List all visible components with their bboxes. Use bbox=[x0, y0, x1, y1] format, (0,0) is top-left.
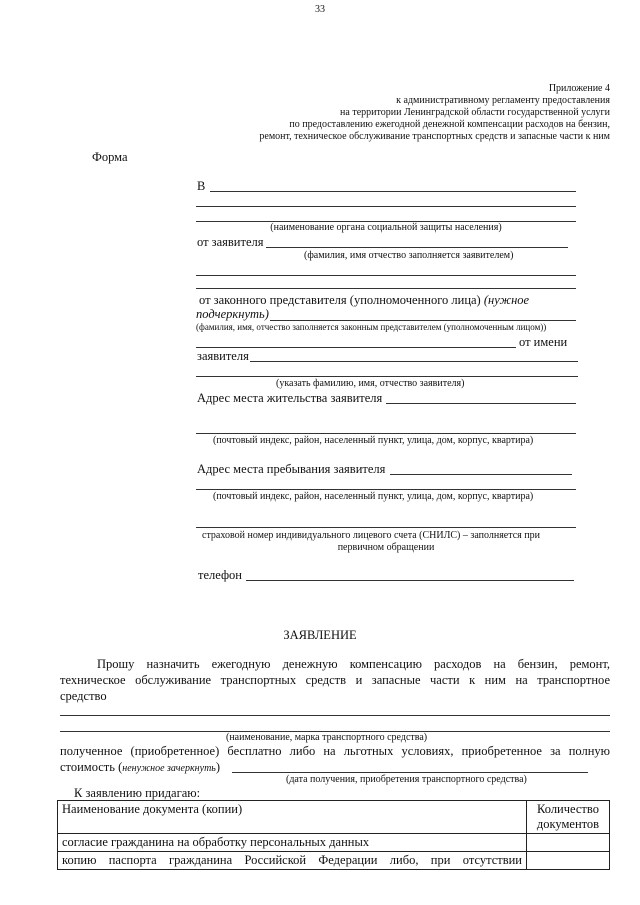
statement-para-line-2: техническое обслуживание транспортных средств и запасные части к ним на транспортное bbox=[60, 673, 610, 687]
representative-caption: (фамилия, имя, отчество заполняется законным представителем (уполномоченным лицом)) bbox=[196, 322, 547, 332]
attachments-table bbox=[57, 800, 610, 870]
table-cell-document: копию паспорта гражданина Российской Федерации либо, при отсутствии bbox=[58, 852, 527, 870]
stay-field-2[interactable] bbox=[196, 489, 576, 490]
col-header-quantity bbox=[527, 801, 610, 834]
date-caption: (дата получения, приобретения транспортного средства) bbox=[286, 774, 527, 785]
residence-label: Адрес места жительства заявителя bbox=[197, 391, 383, 405]
representative-note-2: подчеркнуть) bbox=[196, 307, 269, 321]
applicant-extra-field-2[interactable] bbox=[196, 288, 576, 289]
appendix-line-3: на территории Ленинградской области государственной услуги bbox=[340, 107, 610, 118]
stay-field[interactable] bbox=[390, 474, 572, 475]
residence-field[interactable] bbox=[386, 403, 576, 404]
table-header-row bbox=[58, 801, 610, 834]
vehicle-caption: (наименование, марка транспортного средства) bbox=[226, 732, 428, 743]
from-applicant-label: от заявителя bbox=[197, 235, 264, 249]
attached-label: К заявлению придагаю: bbox=[74, 786, 201, 800]
date-field[interactable] bbox=[232, 772, 588, 773]
to-prefix: В bbox=[197, 179, 206, 193]
table-cell-quantity[interactable] bbox=[527, 834, 610, 852]
obtained-line-2-b: ) bbox=[215, 760, 221, 774]
stay-label: Адрес места пребывания заявителя bbox=[197, 462, 386, 476]
applicant-fio-field[interactable] bbox=[250, 361, 578, 362]
snils-caption-2: первичном обращении bbox=[337, 542, 435, 553]
applicant-caption: (фамилия, имя отчество заполняется заявителем) bbox=[304, 250, 514, 261]
statement-para-line-3: средство bbox=[60, 689, 107, 703]
table-row bbox=[58, 852, 610, 870]
appendix-line-2: к административному регламенту предоставления bbox=[396, 95, 610, 106]
snils-caption-1: страховой номер индивидуального лицевого счета (СНИЛС) – заполняется при bbox=[202, 530, 540, 541]
col-header-quantity-1: Количество bbox=[537, 802, 599, 816]
authority-field-1[interactable] bbox=[210, 191, 576, 192]
applicant-name-field[interactable] bbox=[266, 247, 568, 248]
authority-field-2[interactable] bbox=[196, 206, 576, 207]
representative-label: от законного представителя (уполномоченного лица) bbox=[199, 293, 481, 307]
obtained-line-1: полученное (приобретенное) бесплатно либо на льготных условиях, приобретенное за полную bbox=[60, 744, 610, 758]
appendix-line-1: Приложение 4 bbox=[548, 83, 610, 94]
form-label: Форма bbox=[92, 150, 128, 164]
page-number: 33 bbox=[315, 4, 325, 15]
snils-field[interactable] bbox=[196, 527, 576, 528]
appendix-line-4: по предоставлению ежегодной денежной компенсации расходов на бензин, bbox=[289, 119, 610, 130]
obtained-line-2-a: стоимость ( bbox=[60, 760, 123, 774]
residence-field-2[interactable] bbox=[196, 433, 576, 434]
applicant-word: заявителя bbox=[197, 349, 249, 363]
table-cell-document: согласие гражданина на обработку персональных данных bbox=[58, 834, 527, 852]
applicant-name-caption: (указать фамилию, имя, отчество заявителя) bbox=[276, 378, 465, 389]
representative-name-field[interactable] bbox=[270, 320, 576, 321]
authority-caption: (наименование органа социальной защиты населения) bbox=[270, 222, 502, 233]
stay-caption: (почтовый индекс, район, населенный пункт, улица, дом, корпус, квартира) bbox=[213, 491, 534, 502]
on-behalf-field[interactable] bbox=[196, 347, 516, 348]
applicant-fio-field-2[interactable] bbox=[196, 376, 578, 377]
obtained-note: ненужное зачеркнуть bbox=[122, 763, 216, 774]
representative-note: (нужное bbox=[483, 293, 530, 307]
appendix-line-5: ремонт, техническое обслуживание транспортных средств и запасные части к ним bbox=[259, 131, 610, 142]
residence-caption: (почтовый индекс, район, населенный пункт, улица, дом, корпус, квартира) bbox=[213, 435, 534, 446]
table-row bbox=[58, 834, 610, 852]
vehicle-field-1[interactable] bbox=[60, 715, 610, 716]
phone-label: телефон bbox=[198, 568, 242, 582]
statement-para-line-1: Прошу назначить ежегодную денежную компенсацию расходов на бензин, ремонт, bbox=[97, 657, 610, 671]
applicant-extra-field-1[interactable] bbox=[196, 275, 576, 276]
col-header-quantity-2: документов bbox=[536, 817, 600, 831]
on-behalf-label: от имени bbox=[519, 335, 568, 349]
table-cell-quantity[interactable] bbox=[527, 852, 610, 870]
col-header-document: Наименование документа (копии) bbox=[58, 801, 527, 834]
statement-title: ЗАЯВЛЕНИЕ bbox=[283, 628, 357, 642]
phone-field[interactable] bbox=[246, 580, 574, 581]
